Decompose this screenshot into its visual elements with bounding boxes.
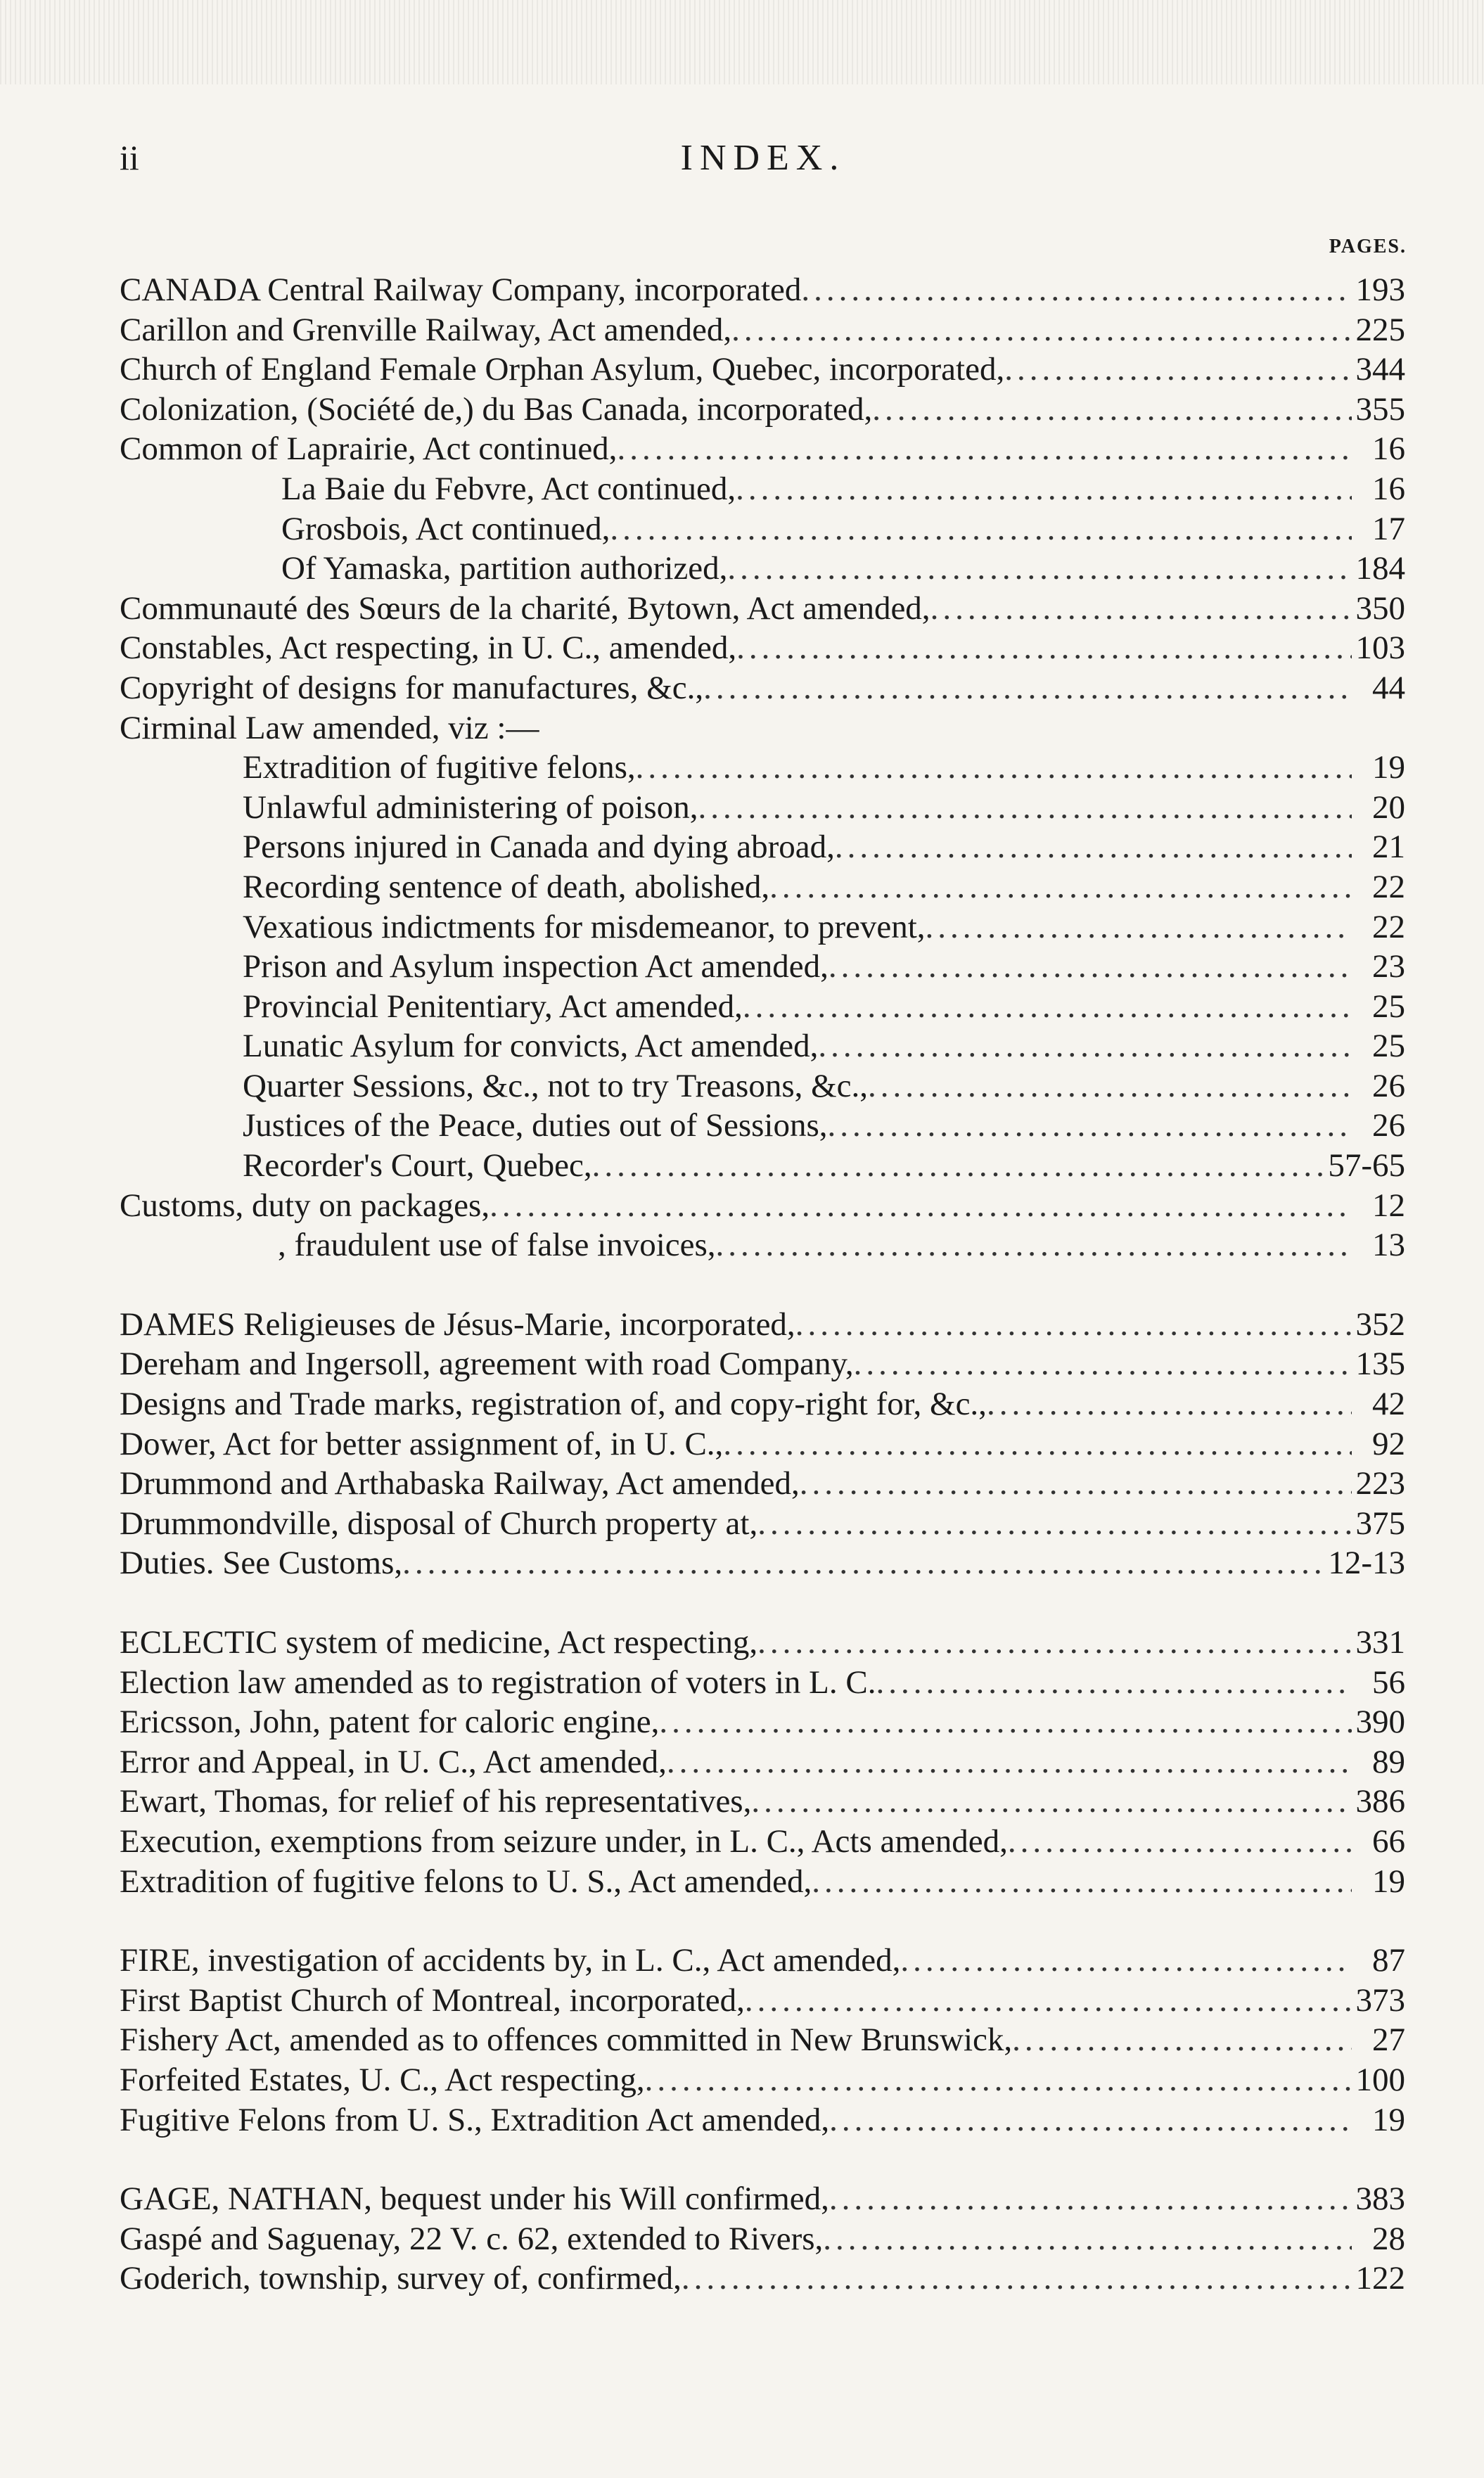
- index-entry: [120, 668, 1405, 708]
- entry-text: FIRE, investigation of accidents by, in L. C., Act amended,: [120, 1942, 901, 1979]
- index-entry: [120, 1702, 1405, 1742]
- dot-leader: [854, 1344, 1352, 1384]
- entry-page: 26: [1372, 1107, 1405, 1144]
- index-entry: [120, 1862, 1405, 1902]
- index-entry: [120, 628, 1405, 668]
- dot-leader: [716, 1225, 1352, 1265]
- entry-page: 122: [1355, 2260, 1405, 2297]
- index-entry: [120, 827, 1405, 867]
- index-entry: [120, 708, 1405, 748]
- entry-text: Drummond and Arthabaska Railway, Act amended,: [120, 1465, 800, 1502]
- entry-page: 352: [1355, 1305, 1405, 1343]
- dot-leader: [682, 2259, 1352, 2299]
- entry-page: 25: [1372, 988, 1405, 1025]
- entry-text: Extradition of fugitive felons to U. S., Act amended,: [120, 1863, 812, 1900]
- entry-page: 42: [1372, 1386, 1405, 1423]
- entry-text: Gaspé and Saguenay, 22 V. c. 62, extended to Rivers,: [120, 2220, 824, 2257]
- dot-leader: [900, 1941, 1352, 1981]
- entry-text: Cirminal Law amended, viz :—: [120, 709, 539, 746]
- entry-text: Quarter Sessions, &c., not to try Treasons, &c.,: [243, 1067, 869, 1104]
- entry-text: Drummondville, disposal of Church property at,: [120, 1505, 758, 1542]
- entry-page: 184: [1355, 550, 1405, 587]
- entry-text: Goderich, township, survey of, confirmed,: [120, 2260, 682, 2297]
- index-entry: [120, 987, 1405, 1027]
- entry-page: 89: [1372, 1743, 1405, 1780]
- entry-text: Dower, Act for better assignment of, in U. C.,: [120, 1425, 724, 1462]
- entry-page: 344: [1355, 351, 1405, 388]
- dot-leader: [667, 1742, 1352, 1782]
- index-entry: [120, 1623, 1405, 1663]
- dot-leader: [926, 907, 1352, 947]
- entry-page: 13: [1372, 1227, 1405, 1264]
- index-entry: [120, 1186, 1405, 1226]
- index-entry: [120, 390, 1405, 430]
- index-entry: [120, 1026, 1405, 1066]
- scan-texture: [0, 0, 1484, 84]
- entry-page: 355: [1355, 390, 1405, 428]
- entry-page: 16: [1372, 470, 1405, 507]
- entry-text: Justices of the Peace, duties out of Sessions,: [243, 1107, 828, 1144]
- entry-page: 135: [1355, 1346, 1405, 1383]
- dot-leader: [930, 589, 1352, 629]
- dot-leader: [617, 429, 1352, 469]
- index-entry: [120, 1782, 1405, 1822]
- dot-leader: [659, 1702, 1351, 1742]
- page-number: ii: [120, 138, 139, 177]
- entry-text: DAMES Religieuses de Jésus-Marie, incorporated,: [120, 1305, 795, 1343]
- entry-page: 350: [1355, 589, 1405, 627]
- index-entry: [120, 1424, 1405, 1464]
- dot-leader: [795, 1305, 1352, 1345]
- page-title: INDEX.: [680, 138, 846, 178]
- entry-text: Forfeited Estates, U. C., Act respecting,: [120, 2061, 645, 2098]
- entry-page: 373: [1355, 1981, 1405, 2019]
- entry-text: La Baie du Febvre, Act continued,: [281, 470, 736, 507]
- dot-leader: [402, 1543, 1324, 1583]
- entry-page: 100: [1355, 2061, 1405, 2098]
- dot-leader: [645, 2060, 1352, 2100]
- dot-leader: [800, 1464, 1352, 1504]
- entry-text: Church of England Female Orphan Asylum, Quebec, incorporated,: [120, 351, 1005, 388]
- entry-page: 27: [1372, 2022, 1405, 2059]
- entry-text: Provincial Penitentiary, Act amended,: [243, 988, 743, 1025]
- index-entry: [120, 1742, 1405, 1782]
- entry-page: 23: [1372, 948, 1405, 985]
- entry-text: , fraudulent use of false invoices,: [278, 1227, 716, 1264]
- dot-leader: [829, 2100, 1352, 2140]
- dot-leader: [828, 1106, 1352, 1146]
- entry-text: Constables, Act respecting, in U. C., amended,: [120, 630, 737, 667]
- entry-text: Lunatic Asylum for convicts, Act amended,: [243, 1028, 819, 1065]
- dot-leader: [835, 827, 1352, 867]
- index-entry: [120, 2259, 1405, 2299]
- entry-text: Communauté des Sœurs de la charité, Bytown, Act amended,: [120, 589, 930, 627]
- entry-page: 19: [1372, 2101, 1405, 2138]
- entry-page: 193: [1355, 272, 1405, 308]
- index-entry: [120, 509, 1405, 549]
- index-entry: [120, 1066, 1405, 1106]
- dot-leader: [727, 549, 1351, 589]
- dot-leader: [823, 2219, 1352, 2259]
- entry-text: Grosbois, Act continued,: [281, 510, 610, 547]
- index-entry: [120, 1981, 1405, 2021]
- entry-page: 22: [1372, 868, 1405, 905]
- index-entry: [120, 469, 1405, 509]
- index-entry: [120, 748, 1405, 788]
- entry-text: CANADA Central Railway Company, incorporated: [120, 272, 802, 308]
- dot-leader: [769, 867, 1352, 907]
- entry-text: Copyright of designs for manufactures, &c.,: [120, 669, 704, 706]
- dot-leader: [757, 1623, 1351, 1663]
- index-entry: [120, 867, 1405, 907]
- entry-text: Execution, exemptions from seizure under, in L. C., Acts amended,: [120, 1822, 1008, 1860]
- entry-text: Ewart, Thomas, for relief of his representatives,: [120, 1783, 752, 1820]
- dot-leader: [1012, 2020, 1352, 2060]
- entry-page: 103: [1355, 630, 1405, 667]
- entry-text: Recording sentence of death, abolished,: [243, 868, 770, 905]
- entry-page: 16: [1372, 430, 1405, 468]
- entry-text: Dereham and Ingersoll, agreement with road Company,: [120, 1346, 854, 1383]
- entry-text: Recorder's Court, Quebec,: [243, 1147, 592, 1184]
- entry-page: 386: [1355, 1783, 1405, 1820]
- dot-leader: [698, 788, 1352, 828]
- index-entry: [120, 1543, 1405, 1583]
- dot-leader: [731, 310, 1351, 350]
- index-entry: [120, 429, 1405, 469]
- entry-text: First Baptist Church of Montreal, incorporated,: [120, 1981, 745, 2019]
- entry-page: 57-65: [1328, 1147, 1405, 1184]
- entry-page: 19: [1372, 1863, 1405, 1900]
- dot-leader: [636, 748, 1352, 788]
- entry-page: 17: [1372, 510, 1405, 547]
- entry-text: Unlawful administering of poison,: [243, 788, 698, 826]
- pages-column-label: PAGES.: [1329, 236, 1407, 257]
- entry-text: Fishery Act, amended as to offences committed in New Brunswick,: [120, 2022, 1013, 2059]
- entry-text: Vexatious indictments for misdemeanor, to prevent,: [243, 908, 926, 945]
- index-entry: [120, 1146, 1405, 1186]
- dot-leader: [736, 469, 1352, 509]
- entry-page: 375: [1355, 1505, 1405, 1542]
- index-entry: [120, 549, 1405, 589]
- index-entry: [120, 270, 1405, 310]
- entry-page: 56: [1372, 1663, 1405, 1701]
- dot-leader: [745, 1981, 1352, 2021]
- entry-text: Prison and Asylum inspection Act amended,: [243, 948, 829, 985]
- entry-page: 331: [1355, 1624, 1405, 1661]
- index-entry: [120, 2100, 1405, 2140]
- index-entry: [120, 2219, 1405, 2259]
- entry-text: Ericsson, John, patent for caloric engine,: [120, 1704, 660, 1741]
- dot-leader: [723, 1424, 1352, 1464]
- index-entry: [120, 1225, 1405, 1265]
- entry-page: 22: [1372, 908, 1405, 945]
- entry-page: 26: [1372, 1067, 1405, 1104]
- entry-page: 383: [1355, 2180, 1405, 2218]
- index-entry: [120, 2179, 1405, 2219]
- entry-text: Designs and Trade marks, registration of, and copy-right for, &c.,: [120, 1386, 987, 1423]
- dot-leader: [743, 987, 1352, 1027]
- index-entry: [120, 2060, 1405, 2100]
- index-entry: [120, 589, 1405, 629]
- index-entry: [120, 788, 1405, 828]
- index-entries: [120, 270, 1405, 2299]
- entry-text: Common of Laprairie, Act continued,: [120, 430, 618, 468]
- entry-text: Carillon and Grenville Railway, Act amended,: [120, 311, 732, 348]
- dot-leader: [736, 628, 1351, 668]
- dot-leader: [1008, 1822, 1352, 1862]
- index-entry: [120, 1305, 1405, 1345]
- entry-page: 225: [1355, 311, 1405, 348]
- entry-text: GAGE, NATHAN, bequest under his Will confirmed,: [120, 2180, 829, 2218]
- entry-page: 92: [1372, 1425, 1405, 1462]
- index-entry: [120, 1504, 1405, 1544]
- index-entry: [120, 310, 1405, 350]
- entry-page: 44: [1372, 669, 1405, 706]
- entry-text: Colonization, (Société de,) du Bas Canada, incorporated,: [120, 390, 873, 428]
- index-entry: [120, 1106, 1405, 1146]
- dot-leader: [592, 1146, 1324, 1186]
- entry-page: 12: [1372, 1187, 1405, 1224]
- entry-text: Of Yamaska, partition authorized,: [281, 550, 728, 587]
- entry-text: Extradition of fugitive felons,: [243, 749, 636, 786]
- dot-leader: [876, 1663, 1352, 1703]
- dot-leader: [872, 390, 1351, 430]
- entry-page: 25: [1372, 1028, 1405, 1065]
- dot-leader: [829, 947, 1352, 987]
- dot-leader: [987, 1384, 1352, 1424]
- index-entry: [120, 1941, 1405, 1981]
- entry-text: Persons injured in Canada and dying abroad,: [243, 829, 835, 866]
- entry-page: 223: [1355, 1465, 1405, 1502]
- index-entry: [120, 1663, 1405, 1703]
- index-entry: [120, 1464, 1405, 1504]
- dot-leader: [1004, 350, 1351, 390]
- entry-page: 21: [1372, 829, 1405, 866]
- entry-page: 12-13: [1328, 1545, 1405, 1582]
- entry-page: 87: [1372, 1942, 1405, 1979]
- dot-leader: [801, 270, 1351, 310]
- entry-text: Duties. See Customs,: [120, 1545, 403, 1582]
- index-entry: [120, 907, 1405, 947]
- dot-leader: [703, 668, 1352, 708]
- entry-page: 66: [1372, 1822, 1405, 1860]
- dot-leader: [868, 1066, 1352, 1106]
- dot-leader: [812, 1862, 1352, 1902]
- dot-leader: [490, 1186, 1352, 1226]
- entry-text: Customs, duty on packages,: [120, 1187, 490, 1224]
- dot-leader: [829, 2179, 1352, 2219]
- index-entry: [120, 350, 1405, 390]
- entry-page: 20: [1372, 788, 1405, 826]
- index-entry: [120, 2020, 1405, 2060]
- index-entry: [120, 1344, 1405, 1384]
- dot-leader: [757, 1504, 1351, 1544]
- index-entry: [120, 1384, 1405, 1424]
- entry-text: ECLECTIC system of medicine, Act respecting,: [120, 1624, 758, 1661]
- entry-page: 19: [1372, 749, 1405, 786]
- entry-text: Fugitive Felons from U. S., Extradition Act amended,: [120, 2101, 830, 2138]
- index-entry: [120, 1822, 1405, 1862]
- entry-page: 28: [1372, 2220, 1405, 2257]
- index-entry: [120, 947, 1405, 987]
- dot-leader: [751, 1782, 1351, 1822]
- entry-page: 390: [1355, 1704, 1405, 1741]
- page-header: [120, 137, 1407, 193]
- entry-text: Error and Appeal, in U. C., Act amended,: [120, 1743, 667, 1780]
- dot-leader: [818, 1026, 1352, 1066]
- dot-leader: [610, 509, 1352, 549]
- entry-text: Election law amended as to registration of voters in L. C.: [120, 1663, 876, 1701]
